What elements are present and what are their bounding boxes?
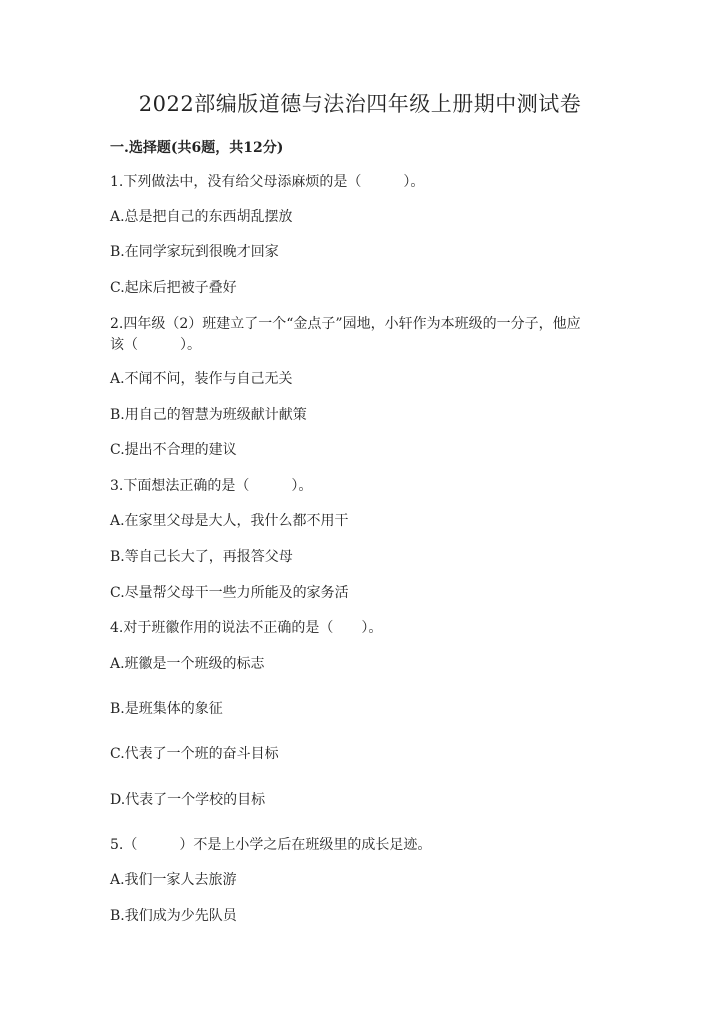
question-3-stem: 3.下面想法正确的是（ ）。 (110, 478, 313, 494)
question-4-option-b: B.是班集体的象征 (110, 701, 223, 717)
question-2-stem-line-2: 该（ ）。 (110, 337, 201, 353)
question-4-option-d: D.代表了一个学校的目标 (110, 792, 266, 808)
question-4-stem: 4.对于班徽作用的说法不正确的是（ ）。 (110, 620, 383, 636)
question-2-option-a: A.不闻不问，装作与自己无关 (110, 371, 293, 387)
question-4-option-c: C.代表了一个班的奋斗目标 (110, 746, 279, 762)
question-2-option-c: C.提出不合理的建议 (110, 442, 237, 458)
question-2-stem-line-1: 2.四年级（2）班建立了一个“金点子”园地，小轩作为本班级的一分子，他应 (110, 316, 581, 332)
question-1-stem: 1.下列做法中，没有给父母添麻烦的是（ ）。 (110, 174, 425, 190)
question-5-stem: 5.（ ）不是上小学之后在班级里的成长足迹。 (110, 837, 432, 853)
question-3-option-a: A.在家里父母是大人，我什么都不用干 (110, 513, 349, 529)
section-heading: 一.选择题(共6题，共12分) (110, 140, 284, 156)
question-2-option-b: B.用自己的智慧为班级献计献策 (110, 407, 307, 423)
question-1-option-c: C.起床后把被子叠好 (110, 280, 237, 296)
question-3-option-b: B.等自己长大了，再报答父母 (110, 549, 293, 565)
question-1-option-a: A.总是把自己的东西胡乱摆放 (110, 209, 293, 225)
question-1-option-b: B.在同学家玩到很晚才回家 (110, 244, 279, 260)
question-5-option-b: B.我们成为少先队员 (110, 908, 237, 924)
question-3-option-c: C.尽量帮父母干一些力所能及的家务活 (110, 585, 349, 601)
question-5-option-a: A.我们一家人去旅游 (110, 872, 237, 888)
page-title: 2022部编版道德与法治四年级上册期中测试卷 (138, 92, 582, 116)
question-4-option-a: A.班徽是一个班级的标志 (110, 656, 265, 672)
